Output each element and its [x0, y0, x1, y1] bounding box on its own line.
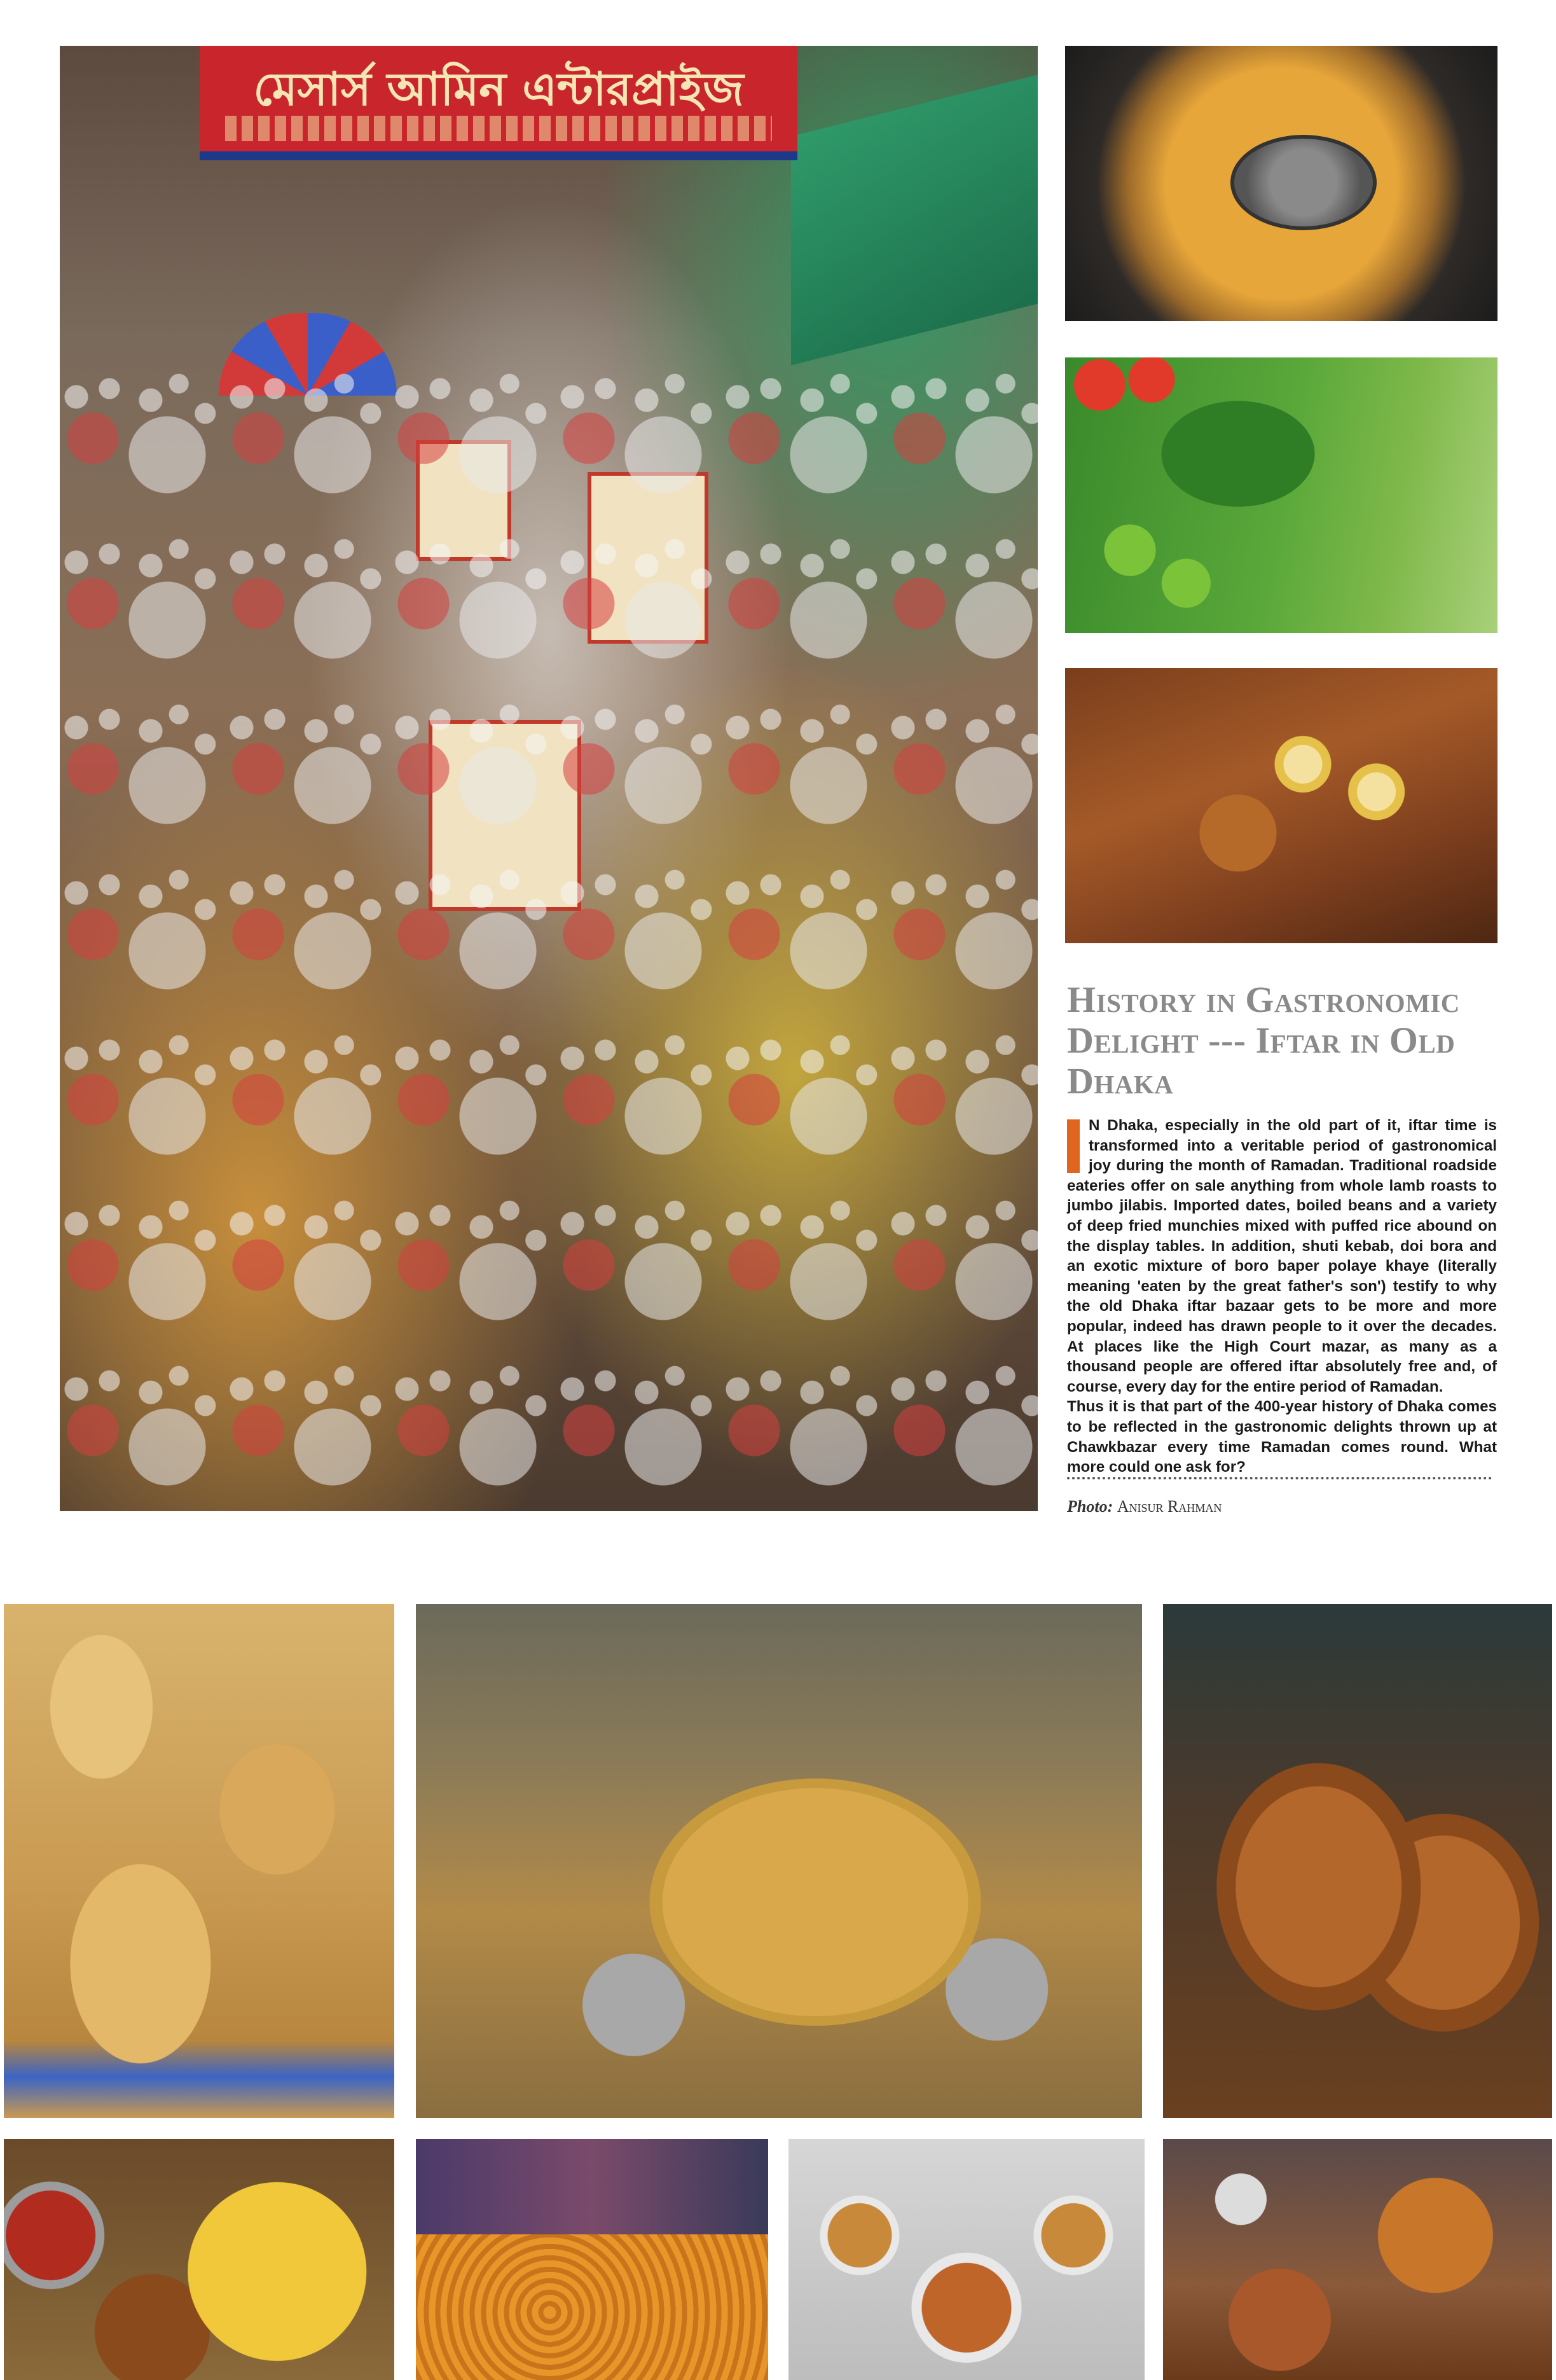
jilabi-photo	[416, 2139, 768, 2380]
article	[1067, 979, 1497, 1477]
article-paragraph-2: Thus it is that part of the 400-year history of Dhaka comes to be reflected in the gastronomic delights thrown up at Chawkbazar every time Ramadan comes round. What more could one ask for?	[1067, 1398, 1497, 1476]
banner-text: মেসার্স আমিন এন্টারপ্রাইজ	[253, 62, 744, 116]
green-awning	[791, 70, 1038, 366]
vendor-background	[416, 2139, 768, 2234]
dotted-divider	[1067, 1477, 1492, 1479]
shop-banner	[200, 46, 797, 160]
samosa-photo	[4, 1604, 394, 2118]
article-body	[1067, 1116, 1497, 1477]
photo-credit	[1067, 1497, 1222, 1516]
frying-pakora-photo	[1065, 46, 1497, 321]
spice-bowls-photo	[4, 2139, 394, 2380]
article-headline: History in Gastronomic Delight --- Iftar in Old Dhaka	[1067, 979, 1460, 1102]
drop-cap	[1067, 1119, 1080, 1173]
biryani-platter-photo	[416, 1604, 1142, 2118]
banner-subtext	[225, 116, 772, 141]
bazaar-crowd-photo	[60, 46, 1038, 1511]
haleem-bowls-photo	[788, 2139, 1145, 2380]
ladle	[1230, 135, 1377, 230]
egg-chop-photo	[1065, 668, 1497, 943]
photo-credit-label: Photo:	[1067, 1497, 1113, 1516]
crowd	[60, 364, 1038, 1511]
article-paragraph-1: N Dhaka, especially in the old part of it, iftar time is transformed into a veritable period of gastronomical joy during the month of Ramadan. Traditional roadside eateries offer on sale anything from whole lamb roasts to jumbo jilabis. Imported dates, boiled beans and a variety of deep fried munchies mixed with puffed rice abound on the display tables. In addition, shuti kebab, doi bora and an exotic mixture of boro baper polaye khaye (literally meaning 'eaten by the great father's son') testify to why the old Dhaka iftar bazaar gets to be more and more popular, indeed has drawn people to it over the decades. At places like the High Court mazar, as many as a thousand people are offered iftar absolutely free and, of course, every day for the entire period of Ramadan.	[1067, 1117, 1497, 1395]
food-stall-photo	[1163, 2139, 1552, 2380]
photo-credit-name: Anisur Rahman	[1117, 1497, 1222, 1516]
roast-leg-photo	[1163, 1604, 1552, 2118]
vegetables-photo	[1065, 357, 1497, 633]
